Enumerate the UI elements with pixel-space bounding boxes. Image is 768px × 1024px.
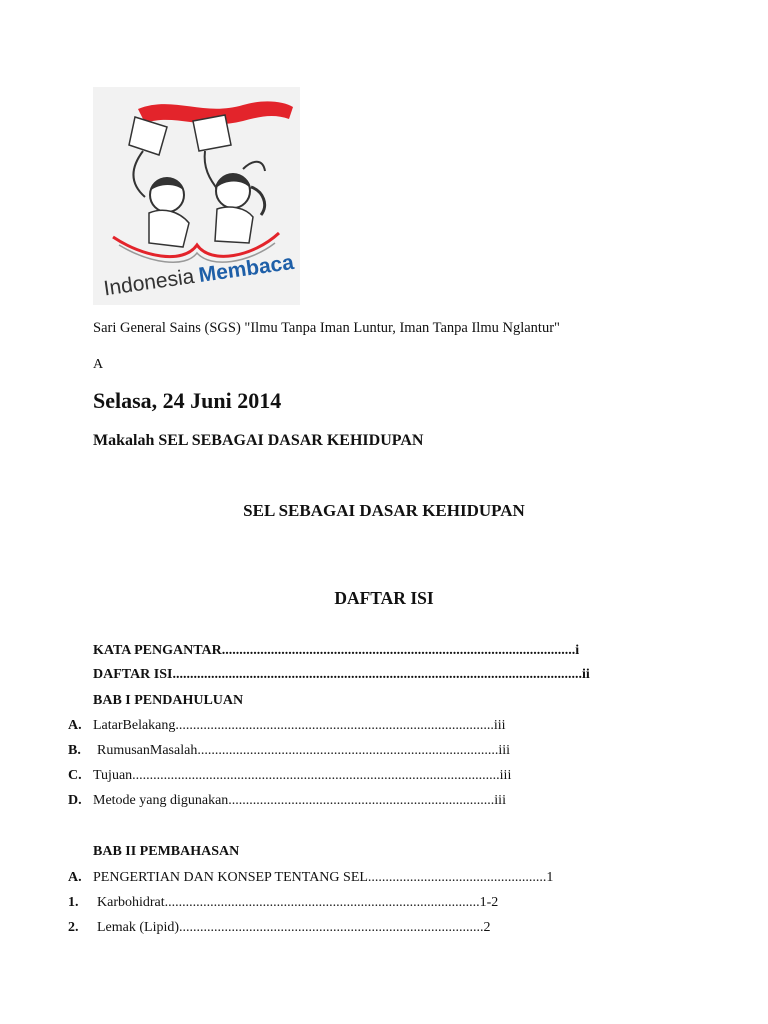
toc-heading: DAFTAR ISI — [334, 588, 434, 608]
toc-marker: C. — [68, 768, 82, 783]
toc-item: Lemak (Lipid).......................................................................................2 — [97, 920, 491, 935]
site-tagline: Sari General Sains (SGS) "Ilmu Tanpa Iman Luntur, Iman Tanpa Ilmu Nglantur" — [93, 320, 560, 336]
toc-item: Tujuan.........................................................................................................iii — [93, 768, 512, 783]
toc-item: RumusanMasalah......................................................................................iii — [97, 743, 510, 758]
toc-marker: 1. — [68, 895, 79, 910]
toc-item: Karbohidrat..........................................................................................1-2 — [97, 895, 499, 910]
toc-item: PENGERTIAN DAN KONSEP TENTANG SEL...................................................1 — [93, 870, 554, 885]
post-title[interactable]: Makalah SEL SEBAGAI DASAR KEHIDUPAN — [93, 432, 424, 449]
logo-text — [102, 251, 295, 301]
svg-text:Membaca: Membaca — [197, 250, 296, 288]
logo-illustration — [93, 87, 300, 305]
document-title: SEL SEBAGAI DASAR KEHIDUPAN — [243, 501, 525, 520]
toc-marker: 2. — [68, 920, 79, 935]
indonesia-membaca-logo — [93, 87, 300, 305]
toc-marker: D. — [68, 793, 82, 808]
toc-item: LatarBelakang...........................................................................................iii — [93, 718, 506, 733]
toc-bab2-heading: BAB II PEMBAHASAN — [93, 844, 240, 859]
svg-text:Indonesia: Indonesia — [102, 264, 196, 301]
toc-item: Metode yang digunakan............................................................................iii — [93, 793, 506, 808]
toc-marker: A. — [68, 870, 82, 885]
toc-marker: B. — [68, 743, 81, 758]
post-date: Selasa, 24 Juni 2014 — [93, 388, 282, 413]
stray-letter: A — [93, 357, 104, 372]
toc-marker: A. — [68, 718, 82, 733]
toc-bab1-heading: BAB I PENDAHULUAN — [93, 693, 244, 708]
toc-kata-pengantar: KATA PENGANTAR.....................................................................................................i — [93, 643, 580, 658]
toc-daftar-isi: DAFTAR ISI.....................................................................................................................ii — [93, 667, 590, 682]
